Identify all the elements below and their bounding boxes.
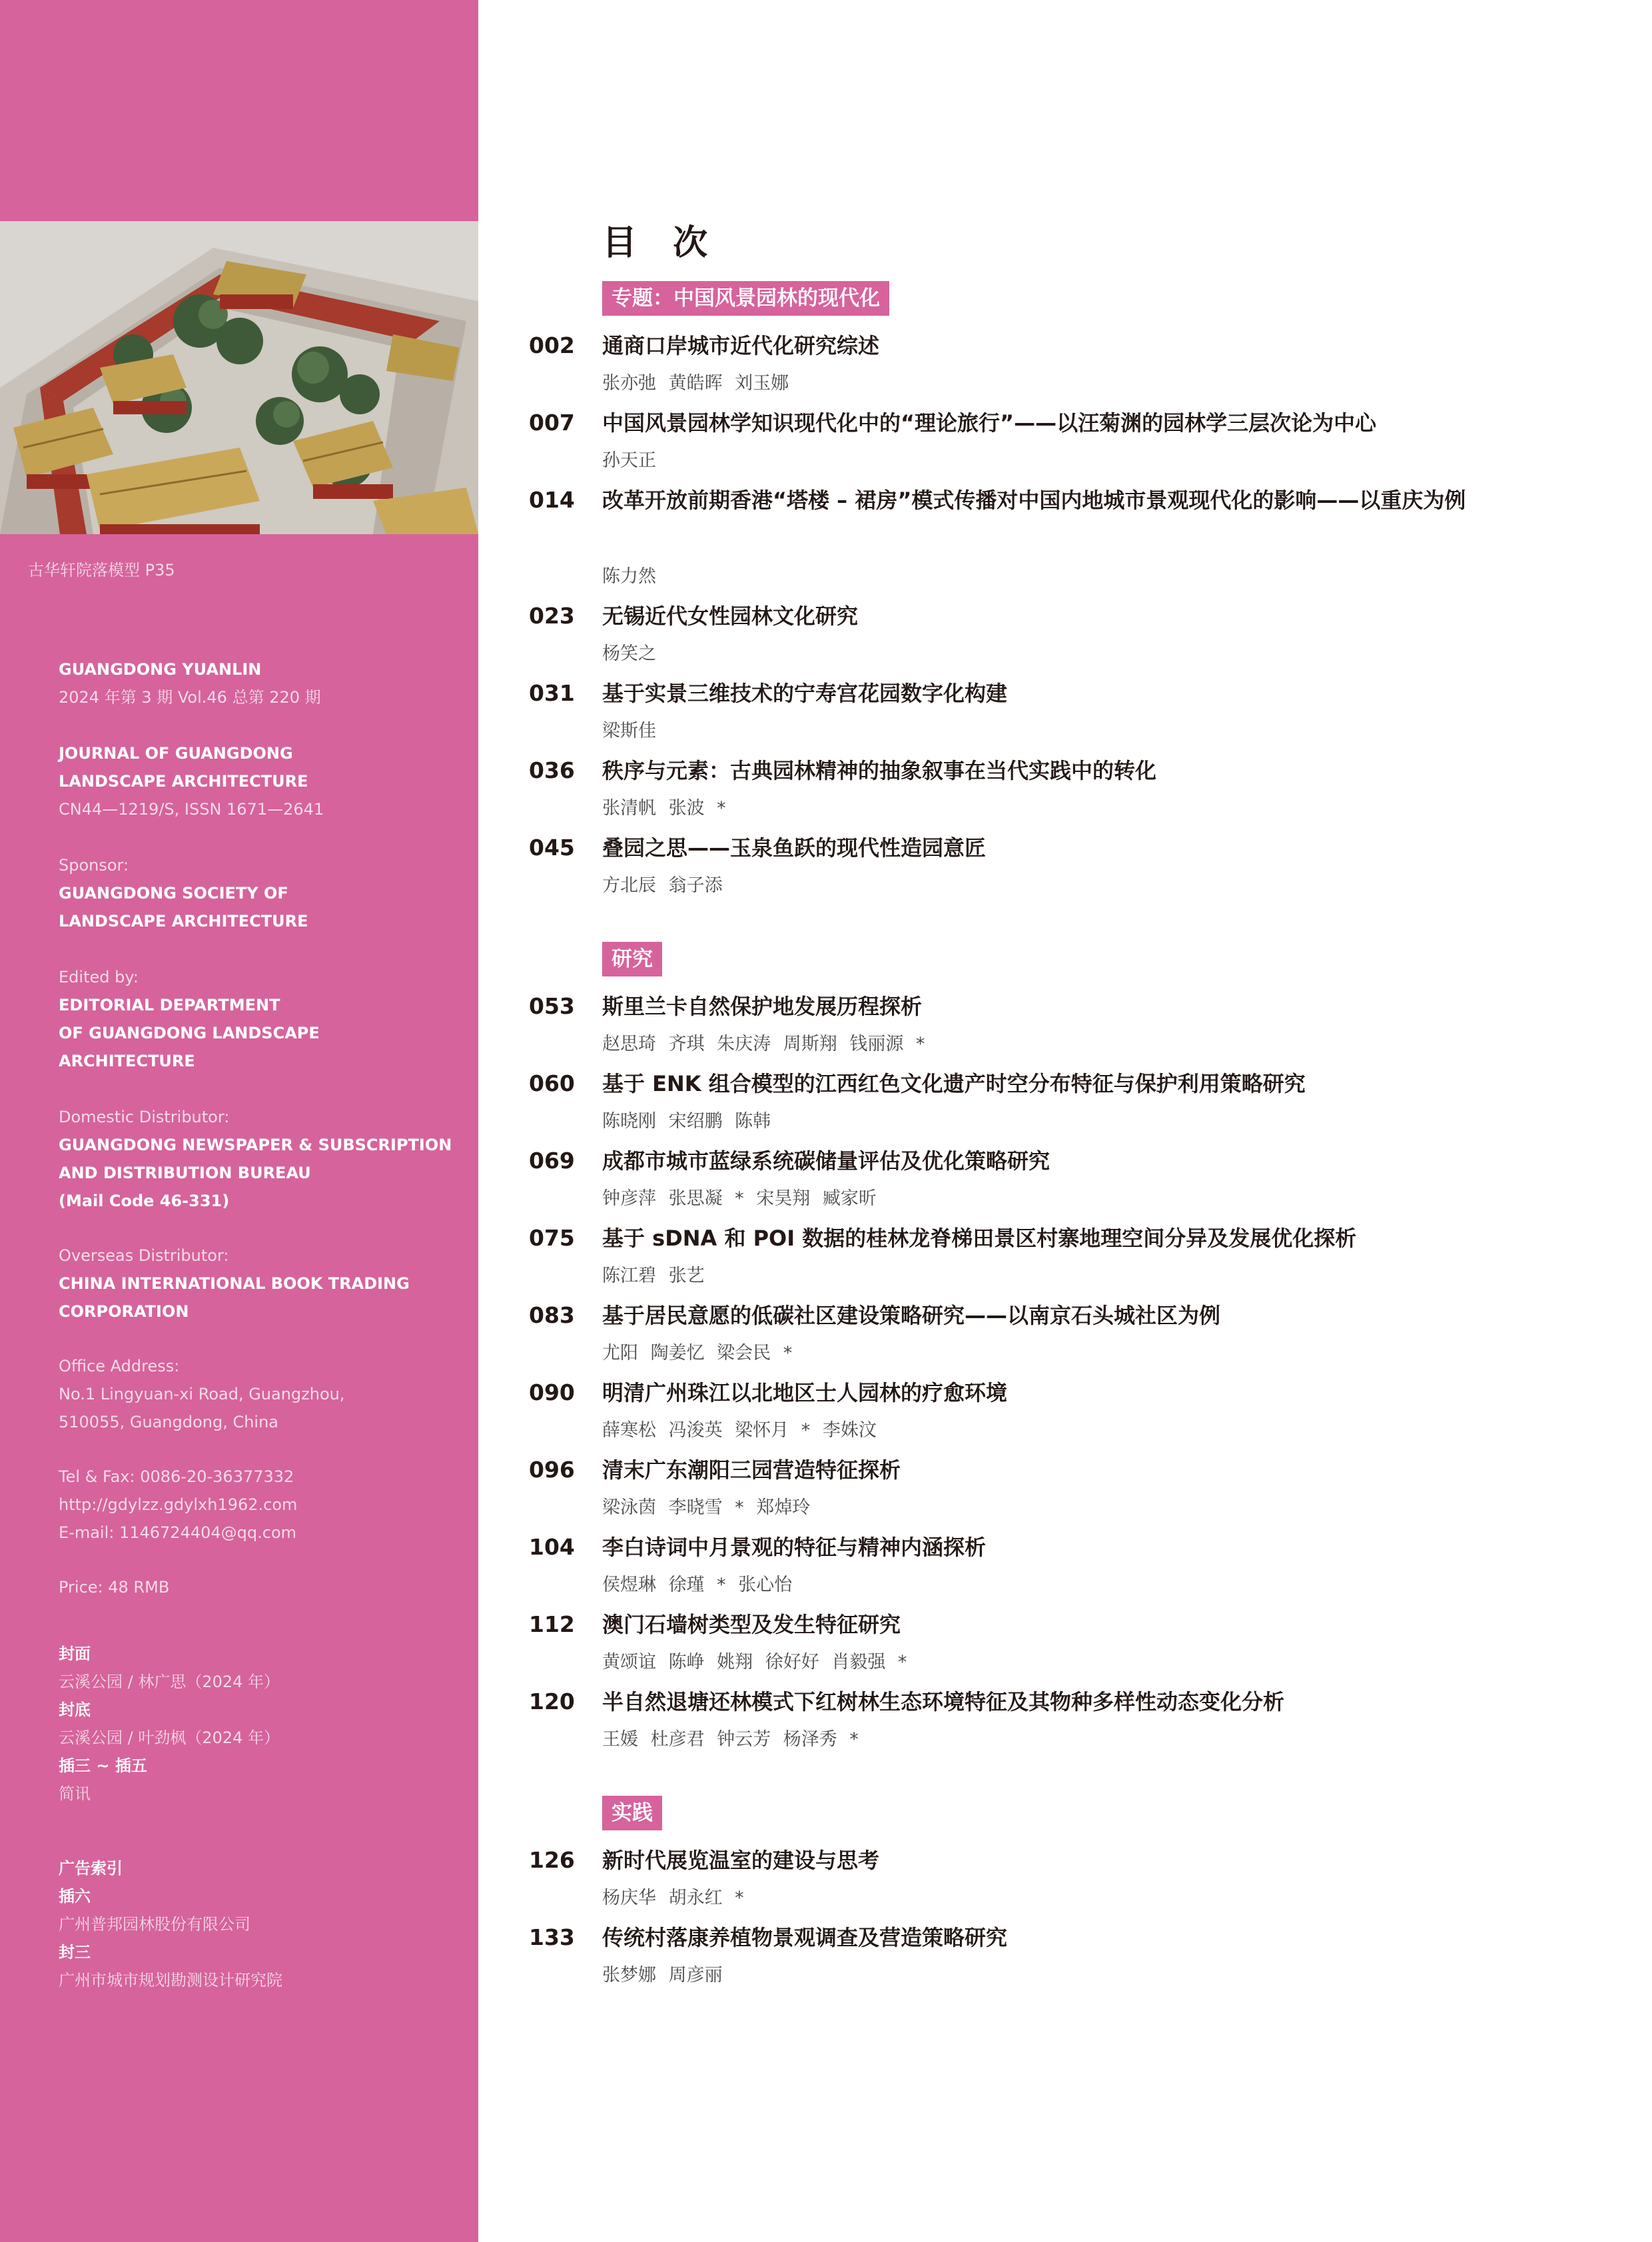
page-number: 014 [529, 487, 575, 513]
ad-value: 广州普邦园林股份有限公司 [59, 1915, 250, 1934]
article-title: 叠园之思——玉泉鱼跃的现代性造园意匠 [602, 835, 987, 861]
edited-line: ARCHITECTURE [59, 1052, 195, 1070]
edited-line: EDITORIAL DEPARTMENT [59, 996, 280, 1014]
article-title: 斯里兰卡自然保护地发展历程探析 [602, 994, 923, 1019]
ad-value: 广州市城市规划勘测设计研究院 [59, 1971, 282, 1990]
article-title: 基于实景三维技术的宁寿宫花园数字化构建 [602, 681, 1008, 706]
article-title: 基于居民意愿的低碳社区建设策略研究——以南京石头城社区为例 [602, 1303, 1221, 1328]
sponsor-line: LANDSCAPE ARCHITECTURE [59, 912, 308, 931]
sponsor-line: GUANGDONG SOCIETY OF [59, 884, 288, 903]
article-authors: 梁斯佳 [602, 721, 656, 741]
office-line: 510055, Guangdong, China [59, 1413, 279, 1431]
sponsor-block [59, 851, 458, 935]
office-address-block [59, 1352, 458, 1436]
article-title: 半自然退塘还林模式下红树林生态环境特征及其物种多样性动态变化分析 [602, 1689, 1285, 1714]
domestic-line: GUANGDONG NEWSPAPER & SUBSCRIPTION [59, 1136, 452, 1154]
ad-label: 插六 [59, 1887, 91, 1906]
page-number: 083 [529, 1302, 575, 1328]
journal-english-line: JOURNAL OF GUANGDONG [59, 744, 293, 763]
article-title: 无锡近代女性园林文化研究 [602, 603, 859, 629]
contact-block [59, 1463, 458, 1547]
article-authors: 尤阳 陶姜忆 梁会民 * [602, 1343, 793, 1363]
section-label: 专题：中国风景园林的现代化 [602, 281, 889, 316]
article-title: 明清广州珠江以北地区士人园林的疗愈环境 [602, 1380, 1008, 1405]
price: Price: 48 RMB [59, 1578, 170, 1597]
contact-url: http://gdylzz.gdylxh1962.com [59, 1495, 298, 1514]
page-number: 112 [529, 1611, 575, 1637]
article-title: 澳门石墙树类型及发生特征研究 [602, 1612, 901, 1637]
edited-block [59, 963, 458, 1075]
page-number: 090 [529, 1379, 575, 1405]
overseas-distributor-block [59, 1242, 458, 1325]
article-authors: 陈江碧 张艺 [602, 1266, 705, 1286]
credit-label: 封底 [59, 1700, 91, 1719]
overseas-line: CHINA INTERNATIONAL BOOK TRADING [59, 1274, 410, 1293]
domestic-line: AND DISTRIBUTION BUREAU [59, 1164, 311, 1182]
article-authors: 杨笑之 [602, 643, 656, 664]
page-number: 036 [529, 757, 575, 783]
article-authors: 孙天正 [602, 450, 656, 471]
overseas-line: CORPORATION [59, 1302, 189, 1321]
ads-label: 广告索引 [59, 1859, 123, 1878]
article-authors: 钟彦萍 张思凝 * 宋昊翔 臧家昕 [602, 1188, 877, 1209]
article-title: 清末广东潮阳三园营造特征探析 [602, 1457, 901, 1483]
contact-tel: Tel & Fax: 0086-20-36377332 [59, 1467, 294, 1486]
sponsor-label: Sponsor: [59, 856, 129, 875]
page-number: 023 [529, 603, 575, 629]
journal-info [59, 655, 458, 711]
domestic-distributor-block [59, 1103, 458, 1215]
article-authors: 张亦弛 黄皓晖 刘玉娜 [602, 373, 789, 394]
office-line: No.1 Lingyuan-xi Road, Guangzhou, [59, 1385, 345, 1403]
article-title: 通商口岸城市近代化研究综述 [602, 333, 880, 358]
price-block [59, 1573, 458, 1601]
page-number: 069 [529, 1148, 575, 1174]
page-number: 075 [529, 1225, 575, 1251]
article-authors: 杨庆华 胡永红 * [602, 1888, 744, 1908]
page-number: 007 [529, 410, 575, 436]
page-number: 126 [529, 1847, 575, 1873]
edited-line: OF GUANGDONG LANDSCAPE [59, 1024, 320, 1042]
article-title: 新时代展览温室的建设与思考 [602, 1848, 880, 1873]
journal-issue: 2024 年第 3 期 Vol.46 总第 220 期 [59, 688, 321, 707]
article-authors: 黄颂谊 陈峥 姚翔 徐好好 肖毅强 * [602, 1652, 907, 1673]
cover-image [0, 221, 478, 534]
article-title: 秩序与元素：古典园林精神的抽象叙事在当代实践中的转化 [602, 758, 1157, 783]
article-authors: 侯煜琳 徐瑾 * 张心怡 [602, 1575, 793, 1595]
page-number: 045 [529, 835, 575, 861]
contact-email: E-mail: 1146724404@qq.com [59, 1523, 297, 1542]
article-authors: 方北辰 翁子添 [602, 875, 723, 896]
courtyard-model-illustration [0, 221, 478, 534]
page-number: 104 [529, 1534, 575, 1560]
page-number: 002 [529, 332, 575, 358]
page-number: 060 [529, 1070, 575, 1096]
table-of-contents [478, 0, 1652, 2242]
credits-block [59, 1640, 458, 1808]
credit-value: 云溪公园 / 叶劲枫（2024 年） [59, 1728, 280, 1747]
article-title: 成都市城市蓝绿系统碳储量评估及优化策略研究 [602, 1148, 1050, 1174]
journal-cn-issn: CN44—1219/S, ISSN 1671—2641 [59, 800, 324, 819]
article-title: 李白诗词中月景观的特征与精神内涵探析 [602, 1535, 987, 1560]
article-title: 基于 ENK 组合模型的江西红色文化遗产时空分布特征与保护利用策略研究 [602, 1071, 1306, 1096]
article-title: 基于 sDNA 和 POI 数据的桂林龙脊梯田景区村寨地理空间分异及发展优化探析 [602, 1226, 1357, 1251]
page-number: 053 [529, 993, 575, 1019]
journal-name: GUANGDONG YUANLIN [59, 660, 262, 679]
article-authors: 陈力然 [602, 566, 656, 587]
page-number: 120 [529, 1688, 575, 1714]
page-number: 133 [529, 1924, 575, 1950]
domestic-label: Domestic Distributor: [59, 1108, 230, 1126]
journal-english-line: LANDSCAPE ARCHITECTURE [59, 772, 308, 791]
sidebar [0, 0, 478, 2242]
article-authors: 梁泳茵 李晓雪 * 郑焯玲 [602, 1497, 811, 1518]
article-title: 中国风景园林学知识现代化中的“理论旅行”——以汪菊渊的园林学三层次论为中心 [602, 410, 1377, 436]
credit-label: 插三 ~ 插五 [59, 1756, 147, 1775]
article-title: 改革开放前期香港“塔楼 – 裙房”模式传播对中国内地城市景观现代化的影响——以重庆为例 [602, 488, 1466, 513]
office-label: Office Address: [59, 1357, 180, 1375]
page-number: 031 [529, 680, 575, 706]
ad-label: 封三 [59, 1943, 91, 1962]
section-label: 实践 [602, 1796, 662, 1830]
article-authors: 陈晓刚 宋绍鹏 陈韩 [602, 1111, 771, 1132]
overseas-label: Overseas Distributor: [59, 1246, 229, 1265]
section-label: 研究 [602, 942, 662, 976]
ads-index-block [59, 1854, 458, 1994]
article-authors: 赵思琦 齐琪 朱庆涛 周斯翔 钱丽源 * [602, 1034, 925, 1054]
credit-value: 简讯 [59, 1784, 91, 1803]
domestic-line: (Mail Code 46-331) [59, 1192, 230, 1210]
credit-value: 云溪公园 / 林广思（2024 年） [59, 1673, 280, 1691]
credit-label: 封面 [59, 1645, 91, 1663]
journal-english-title [59, 739, 458, 823]
cover-caption: 古华轩院落模型 P35 [28, 561, 175, 579]
article-title: 传统村落康养植物景观调查及营造策略研究 [602, 1925, 1008, 1950]
toc-title: 目 次 [602, 223, 720, 263]
article-authors: 王媛 杜彦君 钟云芳 杨泽秀 * [602, 1729, 859, 1750]
article-authors: 张梦娜 周彦丽 [602, 1965, 723, 1986]
article-authors: 薛寒松 冯浚英 梁怀月 * 李姝汶 [602, 1420, 877, 1441]
edited-label: Edited by: [59, 968, 139, 986]
page-number: 096 [529, 1457, 575, 1483]
article-authors: 张清帆 张波 * [602, 798, 726, 819]
